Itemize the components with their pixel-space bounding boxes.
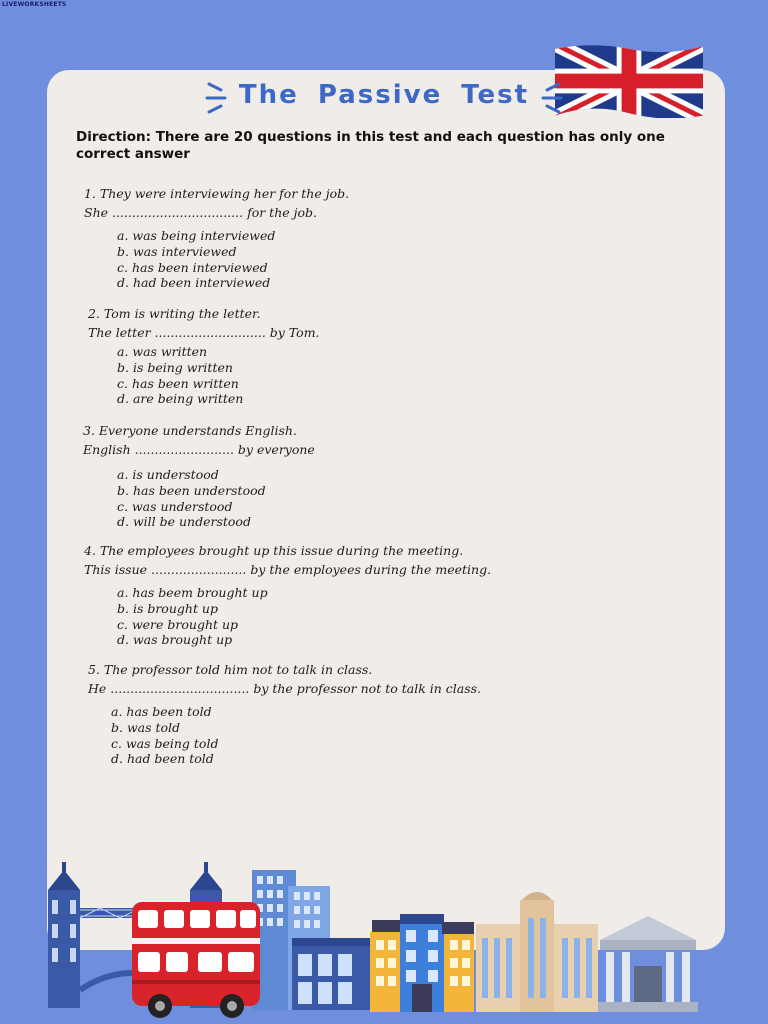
options-1 (117, 228, 275, 291)
option-b[interactable]: b. is brought up (117, 600, 218, 616)
option-a[interactable]: a. was written (117, 344, 208, 359)
option-c[interactable]: c. has been written (117, 375, 239, 391)
option-d[interactable]: d. was brought up (117, 632, 233, 648)
question-prompt: 2. Tom is writing the letter. (88, 306, 261, 321)
question-prompt: 5. The professor told him not to talk in class. (88, 662, 373, 677)
question-1 (84, 184, 349, 222)
option-d[interactable]: d. will be understood (117, 514, 251, 530)
option-a[interactable]: a. has beem brought up (117, 585, 268, 600)
option-c[interactable]: c. was being told (111, 735, 219, 751)
option-b[interactable]: b. was told (111, 719, 181, 735)
option-a[interactable]: a. was being interviewed (117, 228, 276, 243)
question-5 (88, 660, 481, 698)
colorful-buildings-icon (370, 914, 474, 1012)
double-decker-bus-icon (132, 902, 260, 1018)
brand-logo: LIVEWORKSHEETS (2, 1, 67, 8)
question-2 (88, 304, 320, 342)
question-prompt: 4. The employees brought up this issue during the meeting. (84, 543, 464, 558)
options-2 (117, 344, 243, 407)
city-skyline-illustration (0, 860, 768, 1024)
option-c[interactable]: c. has been interviewed (117, 259, 268, 275)
direction-text: Direction: There are 20 questions in this test and each question has only one correct answer (76, 129, 665, 162)
question-sentence: She ................................. for the job. (84, 205, 318, 220)
option-b[interactable]: b. is being written (117, 359, 233, 375)
classical-building-icon (598, 916, 698, 1012)
option-a[interactable]: a. has been told (111, 704, 212, 719)
question-4 (84, 541, 491, 579)
option-a[interactable]: a. is understood (117, 467, 219, 482)
beige-building-icon (476, 892, 598, 1012)
question-sentence: This issue ........................ by the employees during the meeting. (84, 562, 492, 577)
decorative-dash-icon (205, 80, 229, 116)
title-text: The Passive Test (238, 80, 530, 110)
option-c[interactable]: c. was understood (117, 498, 233, 514)
option-b[interactable]: b. has been understood (117, 482, 266, 498)
options-5 (111, 704, 218, 767)
question-prompt: 3. Everyone understands English. (83, 423, 297, 438)
question-prompt: 1. They were interviewing her for the job. (84, 186, 350, 201)
option-b[interactable]: b. was interviewed (117, 243, 237, 259)
option-d[interactable]: d. had been told (111, 751, 214, 767)
option-c[interactable]: c. were brought up (117, 616, 239, 632)
options-3 (117, 467, 266, 530)
question-sentence: He ................................... by the professor not to talk in class. (88, 681, 482, 696)
question-sentence: The letter ............................ by Tom. (88, 325, 320, 340)
title-area (0, 80, 768, 110)
option-d[interactable]: d. are being written (117, 391, 244, 407)
question-sentence: English ......................... by everyone (83, 442, 315, 457)
question-3 (83, 421, 315, 459)
page-title (239, 80, 529, 110)
decorative-dash-icon (539, 80, 563, 116)
office-tower-icon (252, 870, 370, 1010)
options-4 (117, 585, 268, 648)
option-d[interactable]: d. had been interviewed (117, 275, 271, 291)
